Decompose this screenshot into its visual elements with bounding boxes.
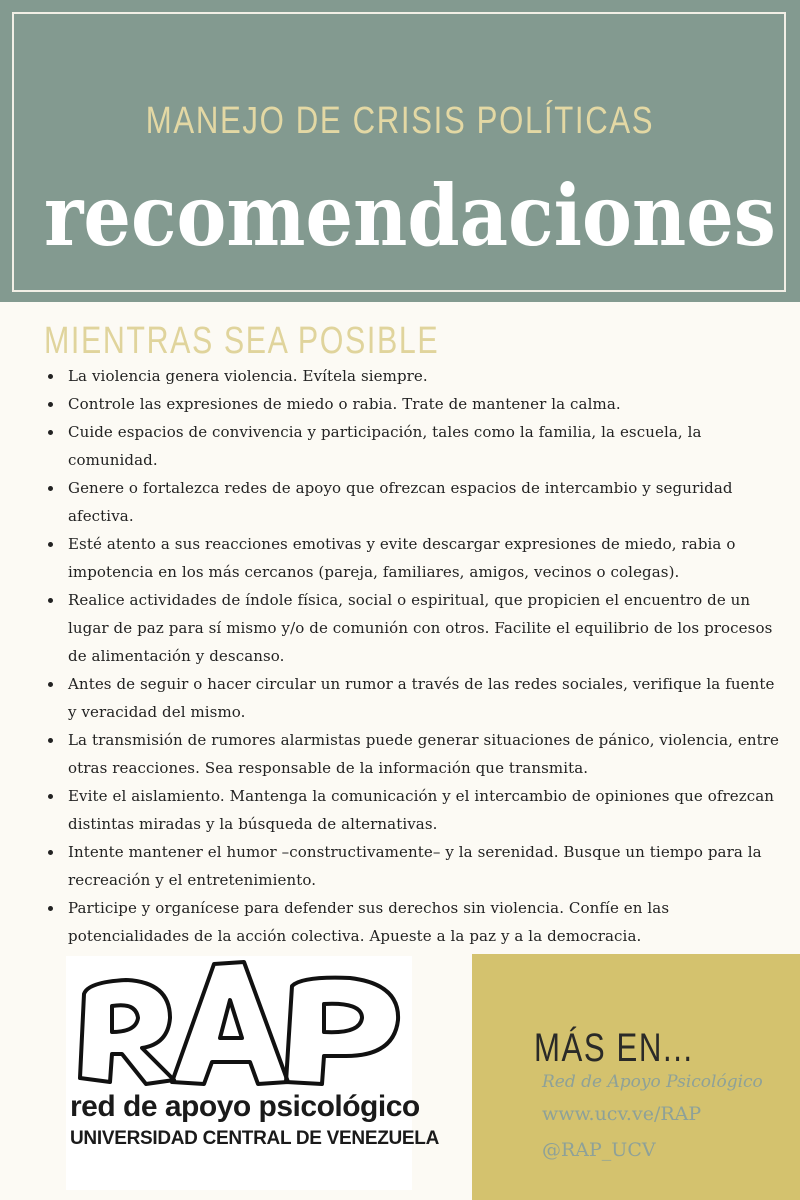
list-item: • Esté atento a sus reacciones emotivas y evite descargar expresiones de miedo, rabia o impotencia en los más cercanos (pareja, familiares, amigos, vecinos o colegas). (64, 530, 786, 586)
section-heading: MIENTRAS SEA POSIBLE (44, 320, 440, 362)
list-item: • La violencia genera violencia. Evítela siempre. (64, 362, 786, 390)
list-item: • Intente mantener el humor –constructivamente– y la serenidad. Busque un tiempo para la recreación y el entretenimiento. (64, 838, 786, 894)
list-item: • Realice actividades de índole física, social o espiritual, que propicien el encuentro de un lugar de paz para sí mismo y/o de comunión con otros. Facilite el equilibrio de los procesos de alimentación y descanso. (64, 586, 786, 670)
contact-lines (542, 1068, 800, 1168)
more-info-panel (472, 954, 800, 1200)
rap-logo (66, 956, 440, 1190)
list-item: • Cuide espacios de convivencia y participación, tales como la familia, la escuela, la comunidad. (64, 418, 786, 474)
social-handle[interactable]: @RAP_UCV (542, 1139, 656, 1161)
list-item: • Controle las expresiones de miedo o rabia. Trate de mantener la calma. (64, 390, 786, 418)
header-banner (0, 0, 800, 302)
website-link[interactable]: www.ucv.ve/RAP (542, 1103, 702, 1125)
page-title: recomendaciones (44, 166, 776, 265)
more-heading: MÁS EN... (534, 1026, 694, 1070)
header-kicker: MANEJO DE CRISIS POLÍTICAS (145, 100, 655, 142)
logo-institution: UNIVERSIDAD CENTRAL DE VENEZUELA (70, 1128, 440, 1149)
list-item: • Participe y organícese para defender sus derechos sin violencia. Confíe en las potencialidades de la acción colectiva. Apueste a la paz y a la democracia. (64, 894, 786, 950)
recommendations-list (44, 362, 786, 950)
list-item: • Antes de seguir o hacer circular un rumor a través de las redes sociales, verifique la fuente y veracidad del mismo. (64, 670, 786, 726)
list-item: • Genere o fortalezca redes de apoyo que ofrezcan espacios de intercambio y seguridad afectiva. (64, 474, 786, 530)
org-name: Red de Apoyo Psicológico (542, 1072, 763, 1092)
rap-logo-mark (66, 956, 412, 1096)
logo-name: red de apoyo psicológico (70, 1090, 420, 1123)
list-item: • La transmisión de rumores alarmistas puede generar situaciones de pánico, violencia, entre otras reacciones. Sea responsable de la información que transmita. (64, 726, 786, 782)
list-item: • Evite el aislamiento. Mantenga la comunicación y el intercambio de opiniones que ofrezcan distintas miradas y la búsqueda de alternativas. (64, 782, 786, 838)
